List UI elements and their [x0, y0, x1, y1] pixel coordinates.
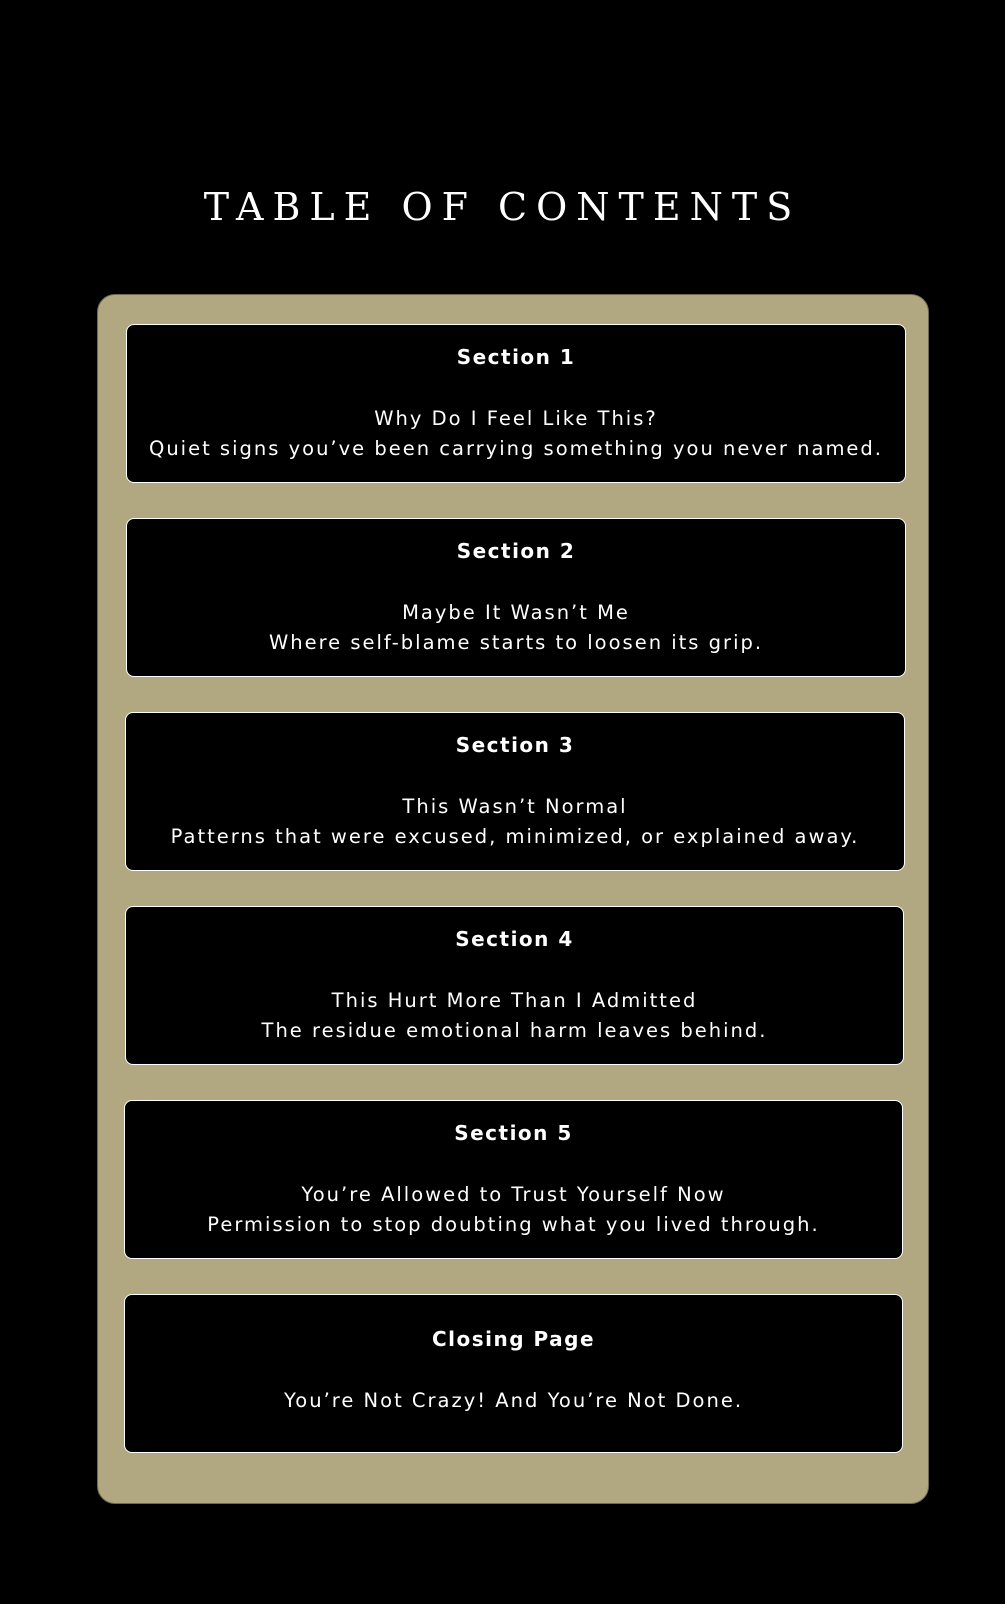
section-title: Why Do I Feel Like This? — [374, 407, 658, 430]
section-title: Maybe It Wasn’t Me — [402, 601, 630, 624]
section-heading: Section 3 — [455, 733, 575, 757]
closing-card[interactable] — [124, 1294, 903, 1453]
section-card-3[interactable] — [125, 712, 905, 871]
section-title: You’re Allowed to Trust Yourself Now — [301, 1183, 726, 1206]
section-description: Patterns that were excused, minimized, or explained away. — [170, 825, 860, 848]
section-description: Quiet signs you’ve been carrying something you never named. — [148, 437, 884, 460]
section-title: This Hurt More Than I Admitted — [331, 989, 698, 1012]
section-card-1[interactable] — [126, 324, 906, 483]
section-description: Permission to stop doubting what you lived through. — [207, 1213, 820, 1236]
section-heading: Section 4 — [455, 927, 574, 951]
section-description: The residue emotional harm leaves behind. — [261, 1019, 768, 1042]
section-title: This Wasn’t Normal — [402, 795, 628, 818]
closing-title: You’re Not Crazy! And You’re Not Done. — [283, 1389, 744, 1412]
section-card-4[interactable] — [125, 906, 904, 1065]
section-heading: Section 1 — [456, 345, 576, 369]
section-heading: Section 5 — [454, 1121, 573, 1145]
section-heading: Section 2 — [456, 539, 576, 563]
section-description: Where self-blame starts to loosen its grip. — [268, 631, 764, 654]
section-card-5[interactable] — [124, 1100, 903, 1259]
page-title: TABLE OF CONTENTS — [203, 185, 802, 229]
section-card-2[interactable] — [126, 518, 906, 677]
closing-heading: Closing Page — [431, 1327, 596, 1351]
